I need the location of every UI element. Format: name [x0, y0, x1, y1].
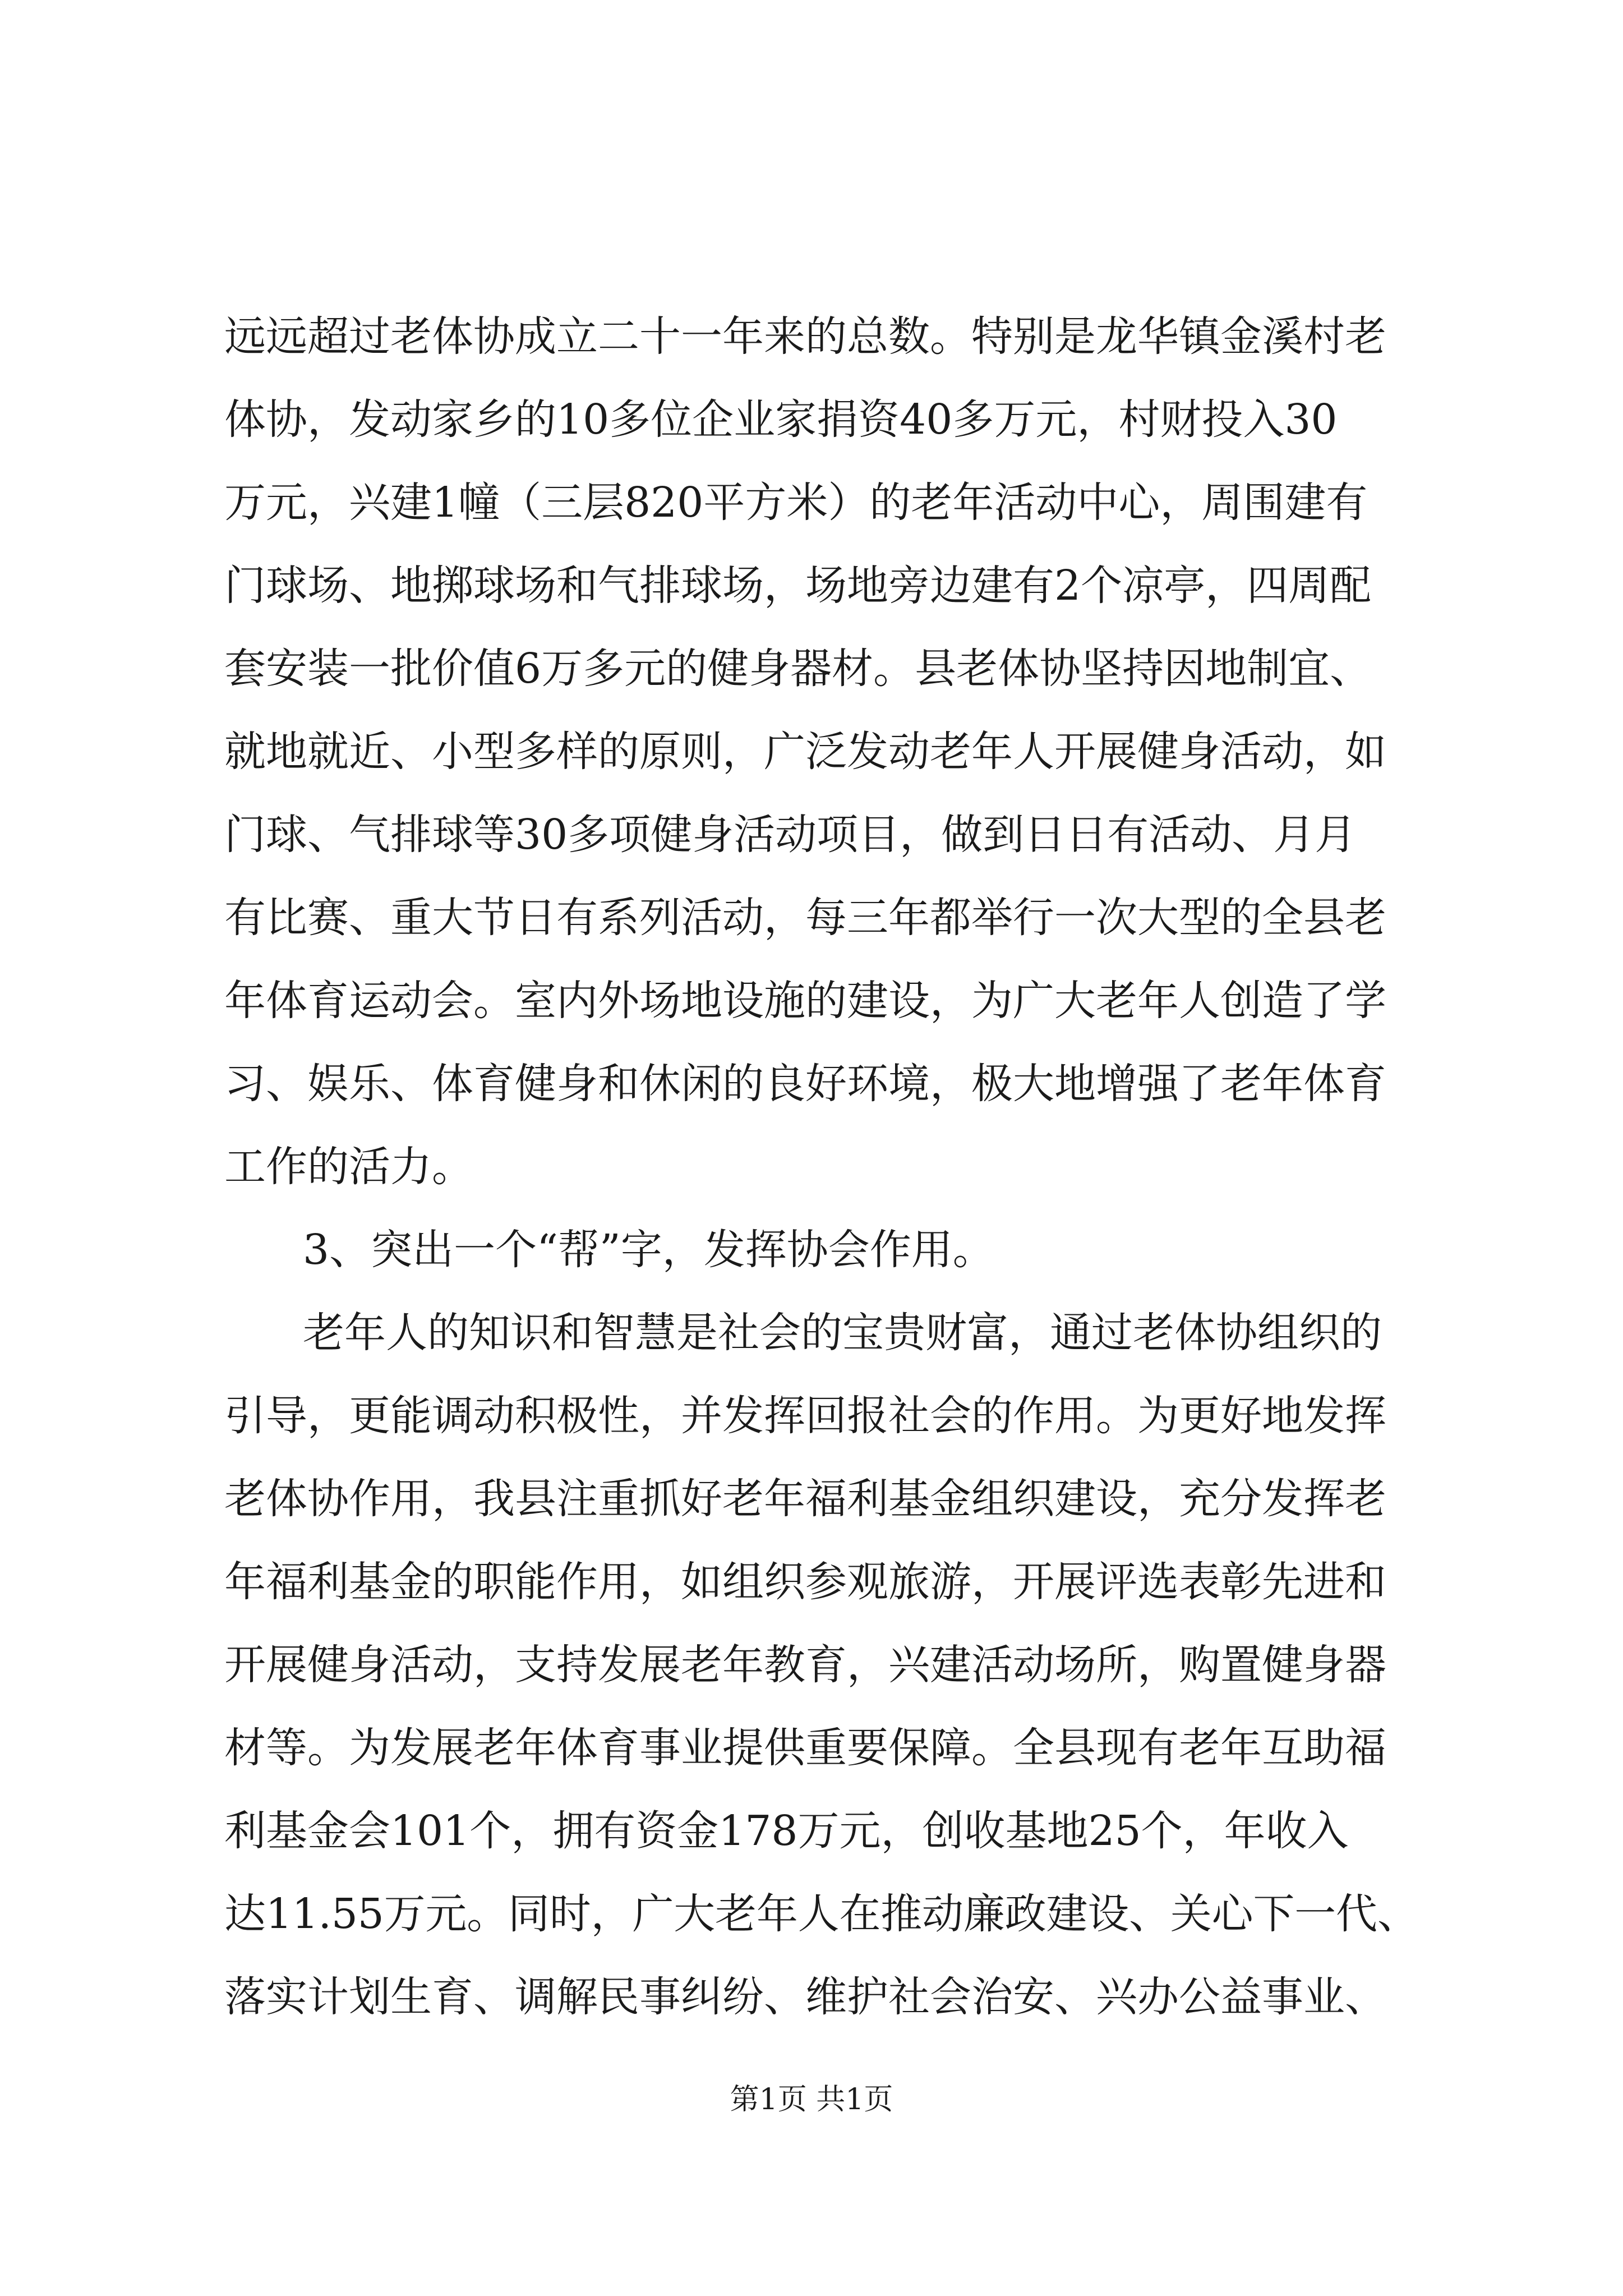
text-line: 年福利基金的职能作用，如组织参观旅游，开展评选表彰先进和	[224, 1558, 1386, 1606]
text-line: 门球场、地掷球场和气排球场，场地旁边建有2个凉亭，四周配	[224, 562, 1372, 610]
text-line: 达11.55万元。同时，广大老年人在推动廉政建设、关心下一代、	[224, 1890, 1419, 1938]
text-line: 就地就近、小型多样的原则，广泛发动老年人开展健身活动，如	[224, 728, 1386, 776]
text-line: 落实计划生育、调解民事纠纷、维护社会治安、兴办公益事业、	[224, 1973, 1386, 2021]
text-line: 利基金会101个，拥有资金178万元，创收基地25个，年收入	[224, 1807, 1349, 1855]
text-line: 老年人的知识和智慧是社会的宝贵财富，通过老体协组织的	[303, 1309, 1382, 1357]
text-line: 体协，发动家乡的10多位企业家捐资40多万元，村财投入30	[224, 395, 1338, 444]
text-line: 工作的活力。	[224, 1143, 473, 1191]
text-line: 门球、气排球等30多项健身活动项目，做到日日有活动、月月	[224, 811, 1357, 859]
page-footer: 第1页 共1页	[730, 2083, 893, 2116]
text-line: 引导，更能调动积极性，并发挥回报社会的作用。为更好地发挥	[224, 1392, 1386, 1440]
text-line: 习、娱乐、体育健身和休闲的良好环境，极大地增强了老年体育	[224, 1060, 1386, 1108]
text-line: 年体育运动会。室内外场地设施的建设，为广大老年人创造了学	[224, 977, 1386, 1025]
text-line: 有比赛、重大节日有系列活动，每三年都举行一次大型的全县老	[224, 894, 1386, 942]
text-line: 套安装一批价值6万多元的健身器材。县老体协坚持因地制宜、	[224, 645, 1372, 693]
section-heading: 3、突出一个“帮”字，发挥协会作用。	[303, 1226, 994, 1274]
text-line: 材等。为发展老年体育事业提供重要保障。全县现有老年互助福	[224, 1724, 1386, 1772]
text-line: 开展健身活动，支持发展老年教育，兴建活动场所，购置健身器	[224, 1641, 1386, 1689]
text-line: 远远超过老体协成立二十一年来的总数。特别是龙华镇金溪村老	[224, 312, 1386, 361]
text-line: 老体协作用，我县注重抓好老年福利基金组织建设，充分发挥老	[224, 1475, 1386, 1523]
text-line: 万元，兴建1幢（三层820平方米）的老年活动中心，周围建有	[224, 478, 1368, 527]
